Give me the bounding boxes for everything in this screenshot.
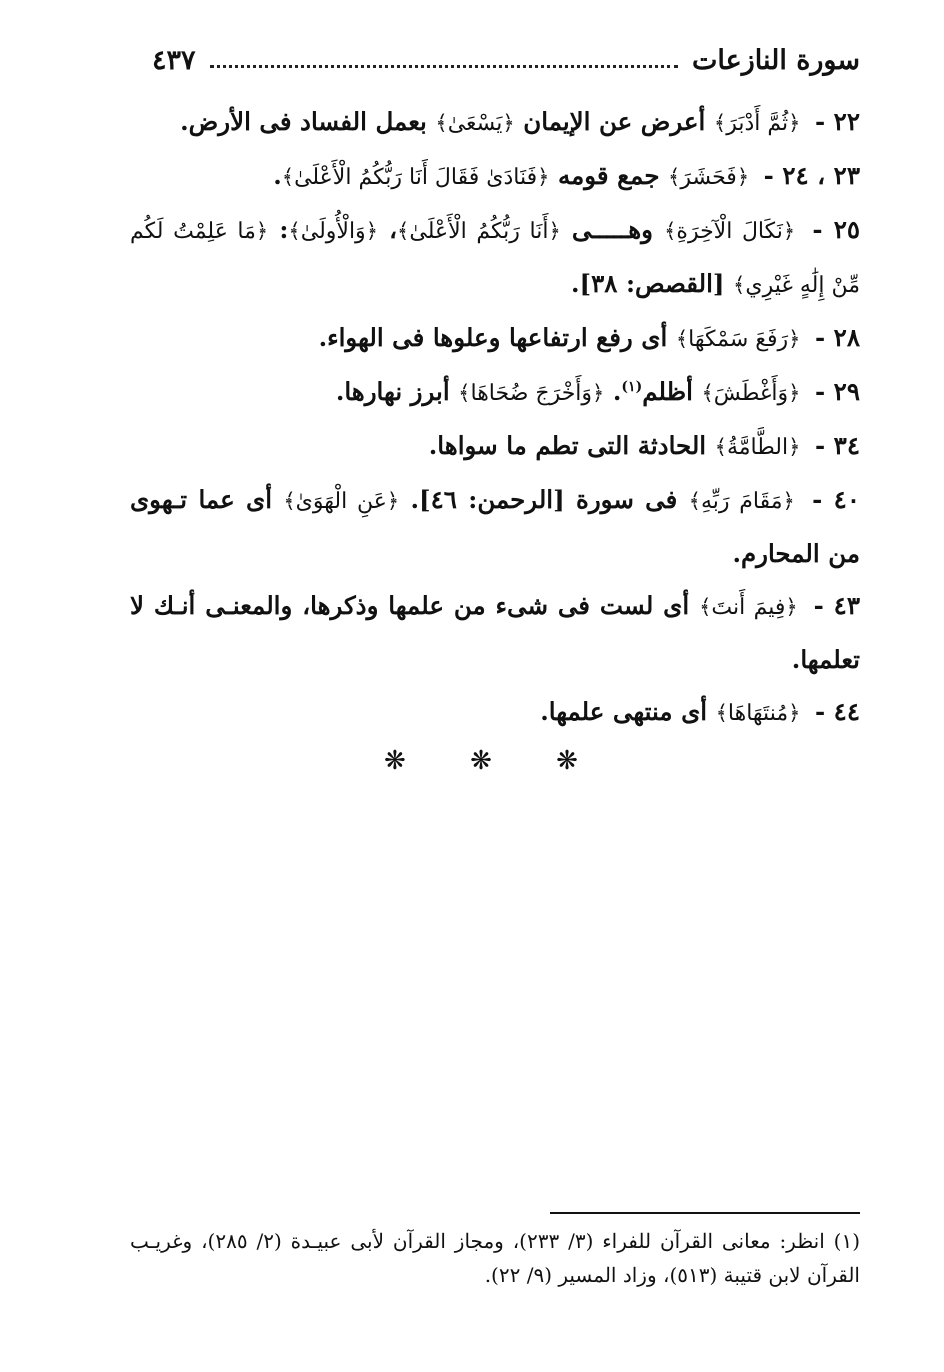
quran-bracket-close: ﴾: [701, 381, 714, 405]
verse-number: ٣٤ -: [806, 431, 860, 460]
footnote: (١) انظر: معانى القرآن للفراء (٣/ ٢٣٣)، ومجاز القرآن لأبى عبيـدة (٢/ ٢٨٥)، وغريـب القرآن لابن قتيبة (٥١٣)، وزاد المسير (٩/ ٢٢).: [130, 1229, 860, 1287]
quran-phrase: عَنِ الْهَوَىٰ: [295, 489, 387, 514]
quran-bracket-open: ﴿: [788, 327, 801, 351]
quran-bracket-close: ﴾: [714, 435, 727, 459]
gloss-entry: [130, 420, 860, 474]
gloss-text: أى رفع ارتفاعها وعلوها فى الهواء.: [318, 323, 676, 352]
verse-number: ٢٢ -: [806, 107, 860, 136]
verse-number: ٢٣ ، ٢٤ -: [755, 161, 860, 190]
quran-phrase: يَسْعَىٰ: [447, 111, 503, 136]
quran-bracket-close: ﴾: [435, 111, 448, 135]
gloss-entry: [130, 580, 860, 686]
quran-bracket-open: ﴿: [502, 111, 515, 135]
quran-phrase: وَأَغْطَشَ: [713, 381, 789, 406]
quran-phrase: الطَّامَّةُ: [726, 435, 789, 460]
quran-bracket-close: ﴾: [675, 327, 689, 351]
quran-phrase: فِيمَ أَنتَ: [711, 595, 786, 620]
quran-bracket-open: ﴿: [788, 435, 801, 459]
surah-title: سورة النازعات: [691, 44, 860, 76]
quran-phrase: نَكَالَ الْآخِرَةِ: [676, 219, 783, 244]
quran-phrase: فَنَادَىٰ فَقَالَ أَنَا رَبُّكُمُ الْأَعْلَىٰ: [294, 165, 538, 190]
verse-number: ٤٤ -: [806, 697, 860, 726]
quran-phrase: رَفَعَ سَمْكَهَا: [688, 327, 789, 352]
gloss-text: .: [604, 377, 622, 406]
quran-bracket-open: ﴿: [782, 219, 796, 243]
quran-bracket-open: ﴿: [782, 489, 795, 513]
quran-bracket-close: ﴾: [713, 111, 727, 135]
gloss-text: أى عما تـهوى من المحارم.: [130, 485, 860, 568]
quran-phrase: أَنَا رَبُّكُمُ الْأَعْلَىٰ: [409, 219, 549, 244]
running-header: [130, 38, 860, 82]
quran-phrase: فَحَشَرَ: [680, 165, 737, 190]
quran-bracket-close: ﴾: [715, 701, 728, 725]
gloss-text: أعرض عن الإيمان: [514, 107, 714, 136]
quran-bracket-close: ﴾: [458, 381, 471, 405]
gloss-text: [القصص: ٣٨].: [570, 269, 734, 298]
quran-bracket-close: ﴾: [699, 595, 712, 619]
footnote-divider: [550, 1212, 860, 1214]
gloss-text: أبرز نهارها.: [335, 377, 459, 406]
gloss-text: أى منتهى علمها.: [540, 697, 716, 726]
gloss-entry: [130, 474, 860, 580]
leader-dots: [210, 65, 678, 68]
gloss-entry: [130, 312, 860, 366]
gloss-text: .: [273, 161, 282, 190]
gloss-entry: [130, 96, 860, 150]
quran-bracket-open: ﴿: [736, 165, 750, 189]
quran-bracket-open: ﴿: [788, 111, 801, 135]
quran-bracket-open: ﴿: [788, 381, 801, 405]
verse-number: ٤٠ -: [800, 485, 860, 514]
footnote-marker: (١): [621, 378, 643, 395]
quran-bracket-open: ﴿: [365, 219, 378, 243]
quran-bracket-open: ﴿: [548, 219, 561, 243]
quran-bracket-open: ﴿: [592, 381, 605, 405]
gloss-text: وهـــــى: [560, 215, 665, 244]
quran-bracket-close: ﴾: [664, 219, 677, 243]
gloss-text: أى لست فى شىء من علمها وذكرها، والمعنـى أنـك لا تعلمها.: [130, 591, 860, 674]
section-separator: ❋ ❋ ❋: [384, 746, 606, 776]
quran-bracket-open: ﴿: [785, 595, 798, 619]
verse-number: ٤٣ -: [803, 591, 860, 620]
commentary-body: [130, 96, 860, 740]
gloss-text: جمع قومه: [549, 161, 669, 190]
gloss-text: الحادثة التى تطم ما سواها.: [428, 431, 715, 460]
page-number: ٤٣٧: [152, 44, 196, 76]
gloss-text: بعمل الفساد فى الأرض.: [180, 107, 436, 136]
verse-number: ٢٥ -: [801, 215, 861, 244]
quran-bracket-open: ﴿: [255, 219, 269, 243]
quran-phrase: وَالْأُولَىٰ: [300, 219, 366, 244]
quran-bracket-close: ﴾: [733, 273, 746, 297]
quran-bracket-close: ﴾: [281, 165, 295, 189]
gloss-text: :: [268, 215, 289, 244]
gloss-text: فى سورة [الرحمن: ٤٦].: [399, 485, 689, 514]
quran-phrase: مُنتَهَاهَا: [727, 701, 789, 726]
gloss-entry: [130, 150, 860, 204]
quran-bracket-open: ﴿: [386, 489, 400, 513]
book-page: [130, 38, 860, 1358]
quran-bracket-open: ﴿: [788, 701, 801, 725]
quran-phrase: مَا عَلِمْتُ لَكُم مِّنْ إِلَٰهٍ غَيْرِي: [130, 219, 860, 298]
gloss-text: ،: [378, 215, 398, 244]
quran-bracket-close: ﴾: [283, 489, 296, 513]
gloss-entry: [130, 686, 860, 740]
gloss-text: أظلم: [642, 377, 702, 406]
quran-phrase: مَقَامَ رَبِّهِ: [700, 489, 783, 514]
verse-number: ٢٨ -: [806, 323, 860, 352]
quran-bracket-close: ﴾: [397, 219, 410, 243]
gloss-entry: [130, 204, 860, 312]
quran-bracket-open: ﴿: [537, 165, 550, 189]
gloss-entry: [130, 366, 860, 420]
quran-phrase: وَأَخْرَجَ ضُحَاهَا: [470, 381, 593, 406]
quran-phrase: ثُمَّ أَدْبَرَ: [726, 111, 789, 136]
quran-bracket-close: ﴾: [288, 219, 301, 243]
verse-number: ٢٩ -: [806, 377, 860, 406]
quran-bracket-close: ﴾: [668, 165, 681, 189]
quran-bracket-close: ﴾: [688, 489, 701, 513]
